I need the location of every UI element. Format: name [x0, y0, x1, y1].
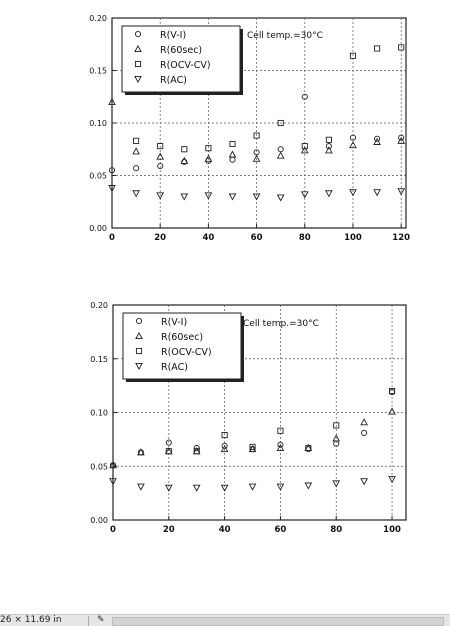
- data-point: [133, 191, 139, 197]
- data-point: [374, 190, 380, 196]
- pencil-icon[interactable]: ✎: [97, 615, 105, 625]
- data-point: [278, 147, 283, 152]
- legend-label: R(OCV-CV): [160, 60, 211, 71]
- data-point: [133, 166, 138, 171]
- x-tick-label: 120: [392, 233, 411, 243]
- y-tick-label: 0.10: [90, 408, 108, 418]
- x-tick-label: 40: [218, 525, 231, 535]
- data-point: [182, 147, 187, 152]
- data-point: [229, 194, 235, 200]
- y-tick-label: 0.10: [89, 119, 107, 128]
- data-point: [133, 138, 138, 143]
- data-point: [138, 484, 144, 490]
- x-tick-label: 20: [162, 525, 175, 535]
- data-point: [361, 479, 367, 485]
- data-point: [361, 419, 367, 425]
- data-point: [181, 194, 187, 200]
- status-bar: [0, 614, 450, 626]
- data-point: [326, 137, 331, 142]
- y-tick-label: 0.00: [89, 224, 107, 233]
- x-tick-label: 20: [154, 233, 167, 243]
- data-point: [249, 484, 255, 490]
- page-size-label: 26 × 11.69 in: [0, 615, 62, 625]
- data-point: [278, 195, 284, 201]
- data-point: [362, 430, 367, 435]
- y-tick-label: 0.00: [90, 516, 108, 525]
- x-tick-label: 0: [109, 233, 115, 243]
- x-tick-label: 100: [344, 233, 362, 243]
- x-tick-label: 40: [202, 233, 215, 243]
- data-point: [133, 148, 139, 154]
- x-tick-label: 60: [274, 525, 287, 535]
- data-point: [229, 151, 235, 157]
- legend-label: R(60sec): [160, 45, 203, 56]
- y-tick-label: 0.05: [89, 171, 107, 181]
- data-point: [230, 141, 235, 146]
- data-point: [278, 152, 284, 158]
- y-tick-label: 0.15: [90, 354, 108, 364]
- y-tick-label: 0.20: [90, 301, 108, 310]
- legend-label: R(V-I): [160, 30, 187, 41]
- data-point: [374, 46, 379, 51]
- legend-label: R(AC): [160, 75, 187, 86]
- y-tick-label: 0.05: [90, 462, 108, 472]
- x-tick-label: 100: [383, 525, 401, 535]
- chart-1: [89, 14, 410, 243]
- legend-label: R(OCV-CV): [161, 347, 212, 358]
- x-tick-label: 80: [298, 233, 311, 243]
- data-point: [305, 483, 311, 489]
- legend-label: R(60sec): [161, 332, 204, 343]
- chart-annotation: Cell temp.=30°C: [243, 319, 319, 329]
- chart-2: [90, 301, 406, 535]
- x-tick-label: 60: [250, 233, 263, 243]
- y-tick-label: 0.20: [89, 14, 107, 23]
- x-tick-label: 0: [110, 525, 116, 535]
- legend-label: R(AC): [161, 362, 188, 373]
- legend-label: R(V-I): [161, 317, 188, 328]
- y-tick-label: 0.15: [89, 66, 107, 76]
- status-divider: [88, 616, 89, 626]
- data-point: [194, 485, 200, 491]
- x-tick-label: 80: [330, 525, 343, 535]
- horizontal-scrollbar[interactable]: [112, 617, 444, 626]
- chart-annotation: Cell temp.=30°C: [247, 31, 323, 41]
- data-point: [230, 157, 235, 162]
- data-point: [326, 191, 332, 197]
